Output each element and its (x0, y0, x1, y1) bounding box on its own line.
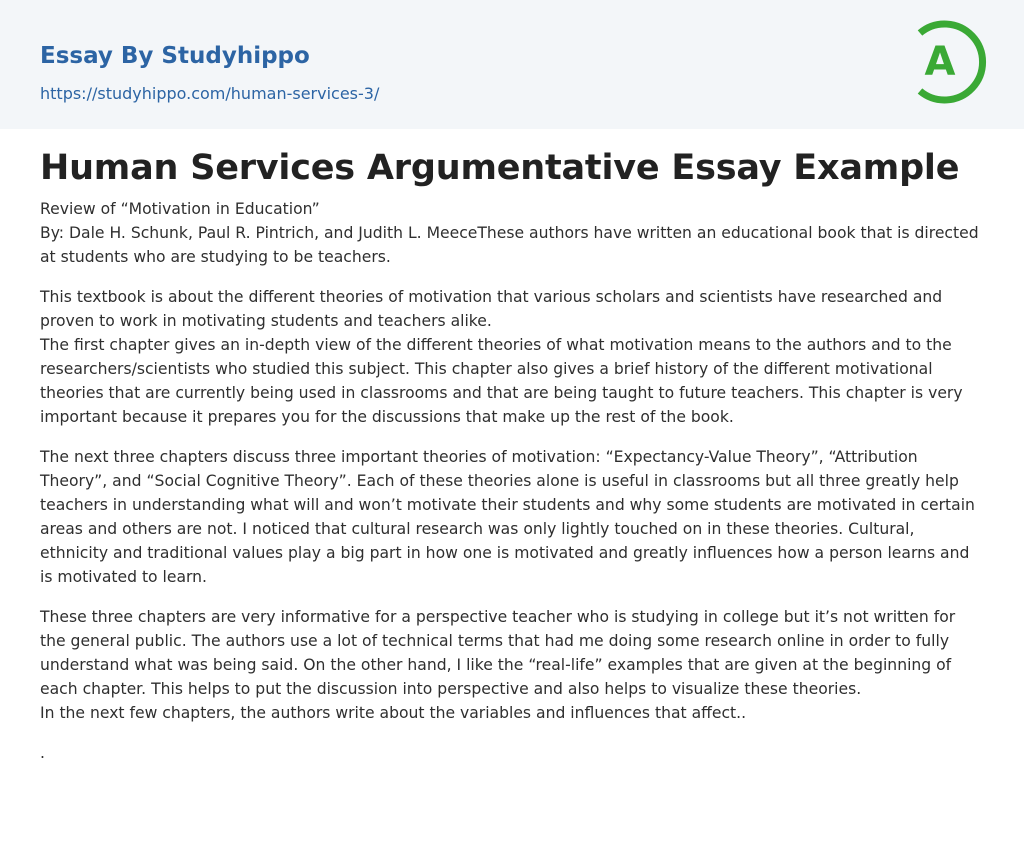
trailing-dot: . (40, 744, 45, 762)
essay-url-link[interactable]: https://studyhippo.com/human-services-3/ (40, 84, 380, 103)
paragraph-3: The next three chapters discuss three important theories of motivation: “Expectancy-Value Theory”, “Attribution Theory”, and “Social Cognitive Theory”. Each of these theories alone is useful in classrooms but all three greatly help teachers in understanding what will and won’t motivate their students and why some students are motivated in certain areas and others are not. I noticed that cultural research was only lightly touched on in these theories. Cultural, ethnicity and traditional values play a big part in how one is motivated and greatly influences how a person learns and is motivated to learn. (40, 448, 975, 586)
paragraph-4-line-1: These three chapters are very informative for a perspective teacher who is studying in college but it’s not written for the general public. The authors use a lot of technical terms that had me doing some research online in order to fully understand what was being said. On the other hand, I like the “real-life” examples that are given at the beginning of each chapter. This helps to put the discussion into perspective and also helps to visualize these theories. (40, 608, 956, 698)
article-content (0, 129, 1024, 765)
paragraph-4 (40, 605, 984, 725)
article-body (40, 197, 984, 765)
brand-title[interactable]: Essay By Studyhippo (40, 43, 310, 69)
paragraph-2-line-2: The first chapter gives an in-depth view of the different theories of what motivation means to the authors and to the researchers/scientists who studied this subject. This chapter also gives a brief history of the different motivational theories that are currently being used in classrooms and that are being taught to future teachers. This chapter is very important because it prepares you for the discussions that make up the rest of the book. (40, 336, 963, 426)
review-heading: Review of “Motivation in Education” (40, 200, 320, 218)
authors-line: By: Dale H. Schunk, Paul R. Pintrich, and Judith L. MeeceThese authors have written an educational book that is directed at students who are studying to be teachers. (40, 224, 979, 266)
logo-letter: A (924, 39, 956, 85)
site-header (0, 0, 1024, 129)
paragraph-2-line-1: This textbook is about the different theories of motivation that various scholars and scientists have researched and proven to work in motivating students and teachers alike. (40, 288, 943, 330)
article-title: Human Services Argumentative Essay Example (40, 148, 960, 188)
paragraph-2 (40, 285, 984, 429)
paragraph-1 (40, 197, 984, 269)
studyhippo-logo[interactable] (908, 18, 988, 106)
paragraph-4-line-2: In the next few chapters, the authors write about the variables and influences that affect.. (40, 704, 747, 722)
